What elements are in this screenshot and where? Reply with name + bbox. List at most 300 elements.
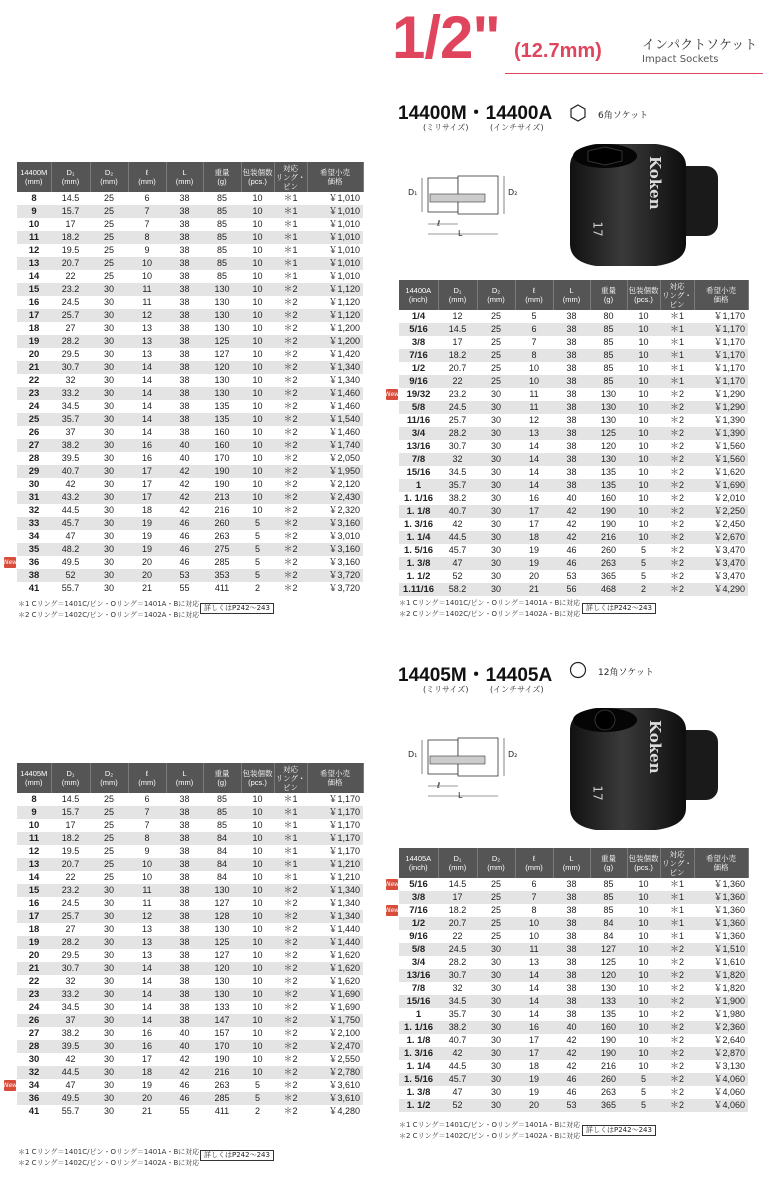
table-cell: 38 — [553, 930, 590, 943]
table-cell: ￥1,340 — [307, 897, 363, 910]
table-cell: 42 — [553, 518, 590, 531]
table-cell: 5 — [241, 543, 274, 556]
column-header: D₂ (mm) — [90, 162, 128, 192]
table-cell: ￥2,430 — [307, 491, 363, 504]
table-cell: 21 — [515, 583, 553, 596]
table-cell: 34.5 — [51, 1001, 90, 1014]
table-cell: 19 — [515, 1073, 553, 1086]
product-sub-a-2: (インチサイズ) — [490, 685, 544, 694]
table-cell: 30 — [90, 556, 128, 569]
table-cell: 37 — [51, 1014, 90, 1027]
table-row — [17, 491, 363, 504]
table-cell: ＊1 — [660, 904, 694, 917]
table-cell: 30 — [477, 557, 515, 570]
table-cell: 14 — [515, 440, 553, 453]
table-cell: 14 — [515, 466, 553, 479]
table-cell: 10 — [241, 884, 274, 897]
table-cell: 38 — [553, 453, 590, 466]
column-header: ℓ (mm) — [515, 280, 553, 310]
size-cell: 34 — [17, 1079, 51, 1092]
table-cell: 42 — [51, 478, 90, 491]
table-cell: 40.7 — [438, 505, 477, 518]
table-cell: ＊2 — [274, 530, 307, 543]
table-cell: 25 — [477, 930, 515, 943]
table-cell: 20 — [128, 1092, 166, 1105]
table-cell: 260 — [203, 517, 241, 530]
table-cell: 14.5 — [51, 192, 90, 205]
table-cell: 30 — [90, 1040, 128, 1053]
table-cell: 213 — [203, 491, 241, 504]
table-cell: 5 — [627, 544, 660, 557]
table-cell: 53 — [166, 569, 203, 582]
table-cell: 40 — [166, 1040, 203, 1053]
table-cell: 85 — [203, 231, 241, 244]
size-cell: 9/16 — [399, 375, 438, 388]
table-cell: 20 — [515, 1099, 553, 1112]
table-cell: 25 — [90, 218, 128, 231]
size-cell: 29 — [17, 465, 51, 478]
table-cell: 14.5 — [51, 793, 90, 806]
product-sub-m-1: (ミリサイズ) — [423, 123, 469, 132]
label-d1-1: D₁ — [408, 188, 418, 197]
table-cell: 44.5 — [51, 504, 90, 517]
table-cell: 38 — [166, 1001, 203, 1014]
table-cell: ￥2,870 — [694, 1047, 748, 1060]
table-cell: 30 — [477, 505, 515, 518]
table-cell: 20 — [128, 569, 166, 582]
table-cell: 47 — [51, 530, 90, 543]
table-cell: 38 — [166, 335, 203, 348]
table-cell: 30 — [90, 1053, 128, 1066]
table-cell: ＊1 — [660, 323, 694, 336]
size-cell: 41 — [17, 582, 51, 595]
table-cell: ＊1 — [274, 218, 307, 231]
table-cell: ＊1 — [660, 375, 694, 388]
size-cell: 5/16 — [399, 878, 438, 891]
table-cell: 13 — [128, 936, 166, 949]
table-cell: 25 — [90, 231, 128, 244]
table-cell: 10 — [241, 309, 274, 322]
size-cell: 36 — [17, 1092, 51, 1105]
table-cell: 130 — [590, 453, 627, 466]
table-cell: 10 — [241, 832, 274, 845]
table-cell: 23.2 — [51, 884, 90, 897]
table-row — [17, 439, 363, 452]
table-cell: ＊2 — [660, 943, 694, 956]
table-cell: 125 — [203, 335, 241, 348]
table-cell: 38 — [166, 949, 203, 962]
table-cell: ＊2 — [660, 531, 694, 544]
table-cell: 30 — [90, 296, 128, 309]
column-header: 包装個数 (pcs.) — [241, 162, 274, 192]
size-cell: 32 — [17, 504, 51, 517]
table-cell: ￥1,420 — [307, 348, 363, 361]
table-cell: 25 — [477, 362, 515, 375]
table-cell: 30 — [477, 1099, 515, 1112]
table-cell: 38.2 — [51, 1027, 90, 1040]
column-header: 重量 (g) — [590, 280, 627, 310]
table-cell: ＊2 — [274, 988, 307, 1001]
footnote-1-m-2: ＊1 Cリング＝1401C/ピン・Oリング＝1401A・Bに対応 — [18, 1148, 200, 1156]
table-cell: 85 — [203, 806, 241, 819]
table-row — [17, 1105, 363, 1118]
table-cell: ￥1,540 — [307, 413, 363, 426]
size-cell: 3/8 — [399, 891, 438, 904]
table-cell: 42 — [438, 1047, 477, 1060]
table-cell: 10 — [241, 975, 274, 988]
table-cell: 11 — [128, 884, 166, 897]
table-cell: 30 — [90, 465, 128, 478]
table-cell: ￥1,360 — [694, 891, 748, 904]
table-cell: 38 — [553, 427, 590, 440]
table-row — [17, 504, 363, 517]
table-row — [17, 426, 363, 439]
table-row — [399, 544, 748, 557]
footnote-1-m: ＊1 Cリング＝1401C/ピン・Oリング＝1401A・Bに対応 — [18, 600, 200, 608]
table-row — [17, 400, 363, 413]
table-cell: 216 — [203, 504, 241, 517]
table-cell: ＊2 — [274, 478, 307, 491]
table-row — [17, 192, 363, 205]
table-cell: 24.5 — [51, 296, 90, 309]
table-cell: 25 — [90, 793, 128, 806]
table-cell: 30 — [477, 401, 515, 414]
table-cell: 15.7 — [51, 806, 90, 819]
table-cell: 24.5 — [51, 897, 90, 910]
size-cell: 1/2 — [399, 917, 438, 930]
table-cell: ＊1 — [660, 878, 694, 891]
size-cell: 26 — [17, 1014, 51, 1027]
table-cell: 10 — [241, 1040, 274, 1053]
table-cell: 135 — [590, 1008, 627, 1021]
table-cell: 40 — [166, 452, 203, 465]
table-cell: 42 — [166, 1053, 203, 1066]
table-cell: 10 — [627, 427, 660, 440]
table-cell: 14 — [128, 988, 166, 1001]
brand-logo-1: Koken — [646, 156, 664, 210]
table-row — [399, 1086, 748, 1099]
table-cell: 38 — [166, 205, 203, 218]
size-cell: 10 — [17, 218, 51, 231]
table-cell: 5 — [627, 557, 660, 570]
table-cell: 13 — [128, 335, 166, 348]
table-cell: ＊2 — [274, 543, 307, 556]
table-cell: 38 — [553, 466, 590, 479]
table-cell: ￥1,340 — [307, 361, 363, 374]
table-cell: 20 — [515, 570, 553, 583]
title-underline — [505, 73, 763, 74]
table-row — [17, 962, 363, 975]
table-cell: 30 — [477, 440, 515, 453]
table-cell: 38 — [166, 361, 203, 374]
table-cell: 130 — [203, 988, 241, 1001]
socket-image-2 — [560, 690, 730, 840]
table-cell: ＊2 — [660, 956, 694, 969]
table-cell: 25.7 — [438, 414, 477, 427]
table-cell: 30 — [90, 1001, 128, 1014]
table-cell: ＊2 — [274, 1105, 307, 1118]
table-row — [399, 982, 748, 995]
table-cell: 38 — [553, 878, 590, 891]
table-cell: 42 — [166, 478, 203, 491]
table-cell: ＊1 — [274, 832, 307, 845]
column-header: 対応 リング・ピン — [660, 280, 694, 310]
table-cell: 190 — [590, 1047, 627, 1060]
table-cell: 10 — [241, 218, 274, 231]
table-cell: 10 — [241, 1001, 274, 1014]
table-row — [17, 858, 363, 871]
table-cell: 38 — [166, 413, 203, 426]
table-cell: ＊2 — [274, 1053, 307, 1066]
size-cell: 19 — [17, 335, 51, 348]
table-cell: 10 — [241, 322, 274, 335]
table-row — [17, 452, 363, 465]
table-cell: 38 — [166, 832, 203, 845]
table-row — [17, 478, 363, 491]
table-cell: 25 — [477, 349, 515, 362]
table-cell: 10 — [241, 936, 274, 949]
table-cell: 85 — [203, 218, 241, 231]
table-cell: 30 — [477, 1034, 515, 1047]
table-cell: 38 — [166, 257, 203, 270]
table-cell: 13 — [128, 322, 166, 335]
socket-size-1: 17 — [590, 221, 605, 237]
table-cell: ￥1,390 — [694, 414, 748, 427]
table-header-row — [17, 763, 363, 793]
table-cell: 10 — [241, 400, 274, 413]
table-cell: 133 — [203, 1001, 241, 1014]
table-row — [399, 310, 748, 323]
table-cell: 20.7 — [438, 917, 477, 930]
table-cell: ￥1,290 — [694, 388, 748, 401]
size-cell: 7/16 — [399, 904, 438, 917]
table-cell: 10 — [627, 1008, 660, 1021]
table-cell: 18 — [128, 504, 166, 517]
size-cell: 7/8 — [399, 453, 438, 466]
table-cell: 49.5 — [51, 1092, 90, 1105]
table-cell: ￥1,900 — [694, 995, 748, 1008]
table-row — [399, 1047, 748, 1060]
table-row — [17, 1040, 363, 1053]
table-cell: 38 — [166, 348, 203, 361]
table-cell: 38 — [553, 969, 590, 982]
table-cell: 120 — [590, 969, 627, 982]
table-cell: 8 — [515, 349, 553, 362]
table-cell: 10 — [241, 387, 274, 400]
table-cell: ￥1,360 — [694, 930, 748, 943]
table-cell: 10 — [627, 982, 660, 995]
size-cell: 3/8 — [399, 336, 438, 349]
table-cell: 14 — [128, 413, 166, 426]
table-cell: 30 — [90, 387, 128, 400]
table-cell: 38 — [166, 936, 203, 949]
table-cell: ￥1,010 — [307, 205, 363, 218]
table-cell: 17 — [438, 891, 477, 904]
table-cell: 263 — [590, 1086, 627, 1099]
table-cell: 17 — [515, 1034, 553, 1047]
table-row — [399, 479, 748, 492]
table-cell: ￥1,170 — [307, 832, 363, 845]
table-cell: 30 — [90, 426, 128, 439]
table-cell: 133 — [590, 995, 627, 1008]
table-cell: 25 — [90, 858, 128, 871]
table-cell: 33.2 — [51, 988, 90, 1001]
table-cell: 10 — [515, 375, 553, 388]
table-cell: ￥1,010 — [307, 231, 363, 244]
size-cell: 35 — [17, 543, 51, 556]
table-cell: 10 — [241, 871, 274, 884]
table-row — [17, 832, 363, 845]
table-cell: 42 — [166, 1066, 203, 1079]
table-cell: 7 — [128, 218, 166, 231]
socket-size-2: 17 — [590, 785, 605, 801]
table-cell: 13 — [128, 949, 166, 962]
socket-type-2: 12角ソケット — [598, 668, 654, 678]
size-cell: 15 — [17, 283, 51, 296]
table-row — [17, 806, 363, 819]
table-cell: ￥1,460 — [307, 426, 363, 439]
table-cell: 10 — [241, 910, 274, 923]
table-cell: 30 — [90, 413, 128, 426]
table-cell: ＊2 — [660, 492, 694, 505]
size-cell: 1/2 — [399, 362, 438, 375]
table-cell: ￥1,950 — [307, 465, 363, 478]
table-cell: 5 — [515, 310, 553, 323]
table-cell: ￥3,720 — [307, 569, 363, 582]
table-cell: 30 — [90, 923, 128, 936]
table-cell: 130 — [590, 388, 627, 401]
table-cell: 38 — [553, 956, 590, 969]
table-row — [17, 1079, 363, 1092]
table-cell: 38.2 — [438, 492, 477, 505]
table-cell: 38 — [166, 400, 203, 413]
table-cell: 30 — [477, 583, 515, 596]
table-cell: 85 — [590, 904, 627, 917]
table-cell: 190 — [590, 518, 627, 531]
table-cell: ￥3,010 — [307, 530, 363, 543]
table-cell: 30 — [477, 531, 515, 544]
column-header: 14405A (inch) — [399, 848, 438, 878]
table-cell: 14 — [128, 1014, 166, 1027]
table-cell: 10 — [241, 1027, 274, 1040]
size-cell: 17 — [17, 910, 51, 923]
column-header: 希望小売 価格 — [694, 848, 748, 878]
table-cell: ￥1,820 — [694, 982, 748, 995]
table-cell: ＊1 — [660, 362, 694, 375]
size-cell: 11 — [17, 231, 51, 244]
table-row — [399, 349, 748, 362]
table-cell: 85 — [203, 270, 241, 283]
column-header: 希望小売 価格 — [694, 280, 748, 310]
size-cell: 10 — [17, 819, 51, 832]
table-cell: 18.2 — [51, 231, 90, 244]
table-cell: ＊1 — [274, 793, 307, 806]
table-cell: ￥3,720 — [307, 582, 363, 595]
table-row — [17, 335, 363, 348]
table-row — [17, 374, 363, 387]
table-row — [17, 270, 363, 283]
table-cell: 11 — [515, 388, 553, 401]
table-row — [399, 1034, 748, 1047]
table-cell: ￥4,280 — [307, 1105, 363, 1118]
size-cell: 23 — [17, 387, 51, 400]
table-cell: 10 — [627, 453, 660, 466]
size-cell: 18 — [17, 923, 51, 936]
table-cell: ＊1 — [660, 349, 694, 362]
table-cell: 38 — [553, 388, 590, 401]
table-cell: 30 — [477, 1060, 515, 1073]
table-cell: ＊2 — [660, 583, 694, 596]
table-cell: 190 — [590, 1034, 627, 1047]
table-cell: 13 — [515, 956, 553, 969]
table-cell: 190 — [203, 465, 241, 478]
table-cell: ＊2 — [274, 452, 307, 465]
table-cell: 17 — [51, 218, 90, 231]
table-cell: 28.2 — [51, 936, 90, 949]
size-cell: 22 — [17, 975, 51, 988]
table-cell: 130 — [203, 387, 241, 400]
table-cell: 38 — [166, 962, 203, 975]
table-cell: 127 — [203, 949, 241, 962]
size-cell: 1. 3/8 — [399, 1086, 438, 1099]
column-header: 14400M (mm) — [17, 162, 51, 192]
table-cell: 14 — [515, 479, 553, 492]
table-cell: 5 — [627, 570, 660, 583]
footnote-2-a-2: ＊2 Cリング＝1402C/ピン・Oリング＝1402A・Bに対応 — [399, 1132, 581, 1140]
label-l-small-2: ℓ — [437, 781, 441, 790]
table-cell: 84 — [203, 871, 241, 884]
table-cell: 25 — [90, 819, 128, 832]
table-cell: ＊1 — [274, 205, 307, 218]
table-cell: 30 — [90, 975, 128, 988]
size-cell: 24 — [17, 400, 51, 413]
table-cell: 30 — [477, 427, 515, 440]
table-cell: ＊2 — [274, 322, 307, 335]
table-cell: ＊2 — [274, 361, 307, 374]
table-cell: ￥1,170 — [307, 793, 363, 806]
table-row — [17, 1053, 363, 1066]
table-cell: ＊1 — [274, 270, 307, 283]
table-cell: 14 — [515, 1008, 553, 1021]
socket-image-1 — [560, 126, 730, 276]
table-cell: 365 — [590, 570, 627, 583]
table-row — [17, 871, 363, 884]
table-cell: 17 — [515, 1047, 553, 1060]
table-row — [399, 917, 748, 930]
table-cell: ￥2,780 — [307, 1066, 363, 1079]
table-cell: 42 — [553, 1060, 590, 1073]
table-cell: 38 — [553, 323, 590, 336]
size-cell: 1/4 — [399, 310, 438, 323]
size-cell: 1. 1/8 — [399, 1034, 438, 1047]
table-cell: 30 — [90, 283, 128, 296]
table-row — [399, 1060, 748, 1073]
table-cell: 55.7 — [51, 1105, 90, 1118]
table-cell: ￥1,360 — [694, 904, 748, 917]
table-cell: 38 — [166, 819, 203, 832]
table-cell: 30 — [90, 988, 128, 1001]
size-cell: 12 — [17, 244, 51, 257]
table-row — [17, 1066, 363, 1079]
table-cell: 52 — [51, 569, 90, 582]
table-cell: 125 — [590, 956, 627, 969]
table-cell: 10 — [128, 270, 166, 283]
table-cell: 10 — [241, 897, 274, 910]
size-cell: 13/16 — [399, 440, 438, 453]
table-cell: ￥2,450 — [694, 518, 748, 531]
size-cell: 18 — [17, 322, 51, 335]
table-cell: 46 — [166, 556, 203, 569]
